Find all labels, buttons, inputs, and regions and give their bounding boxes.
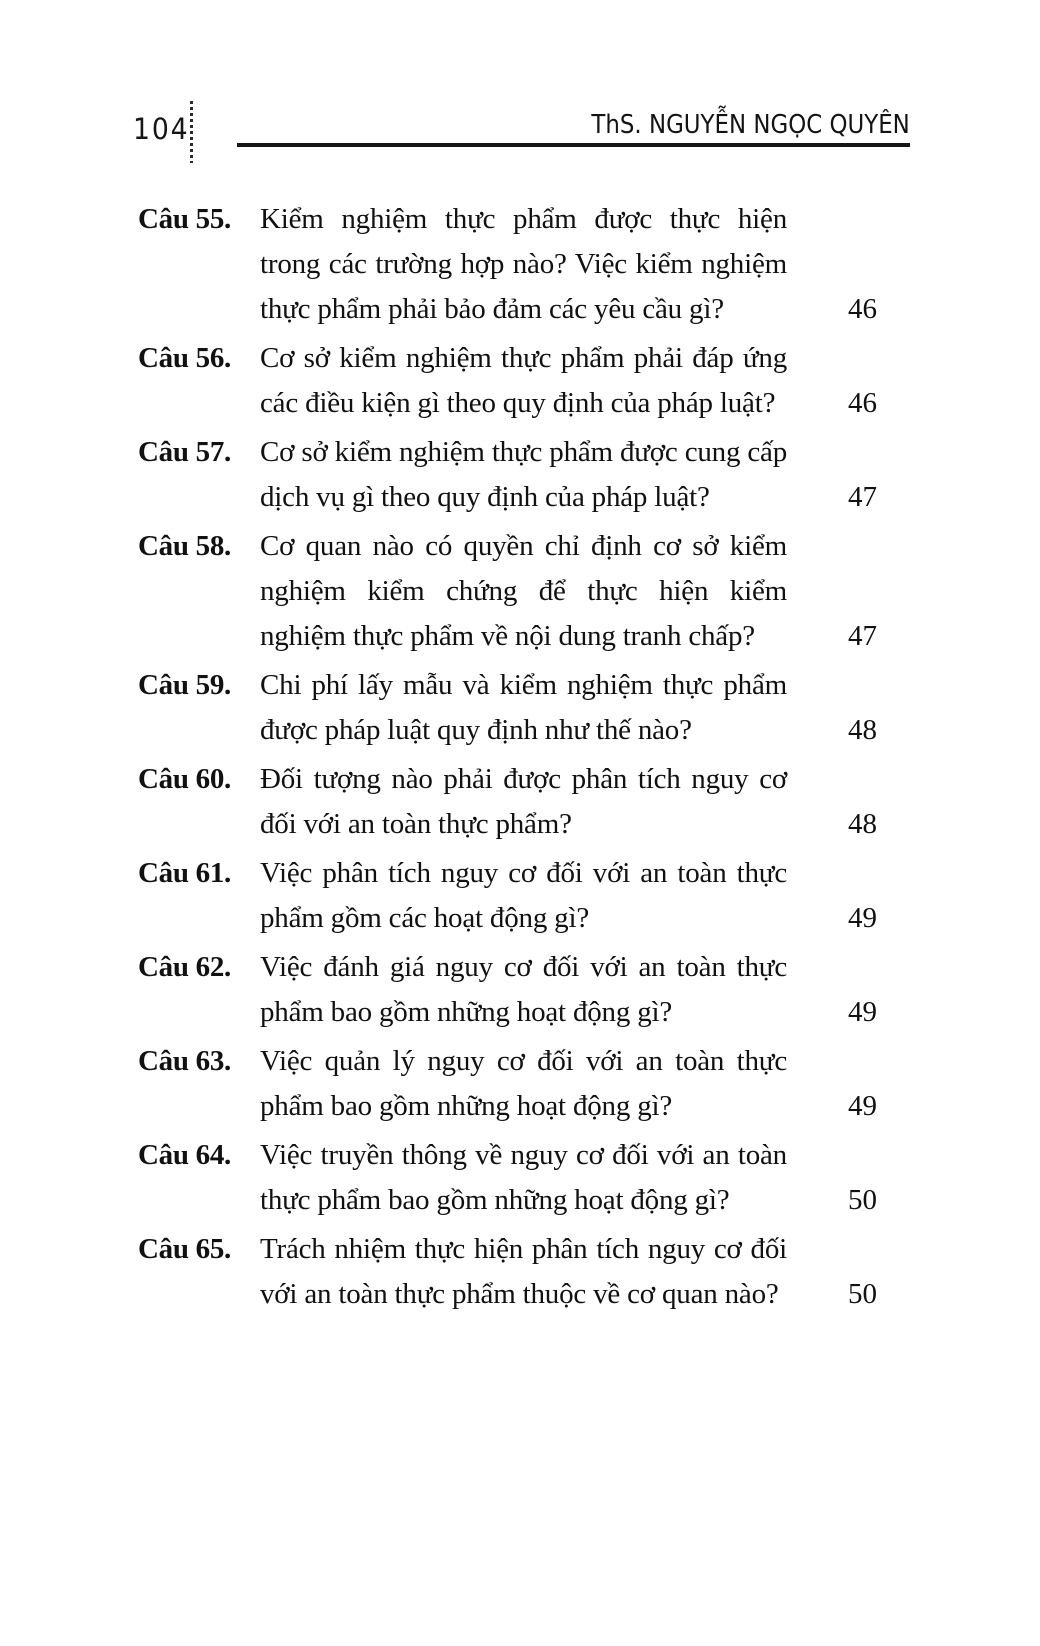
- toc-entry: [138, 945, 877, 1035]
- entry-page: 48: [848, 714, 877, 746]
- entry-label: Câu 55.: [138, 203, 231, 235]
- toc-entry: [138, 197, 877, 332]
- toc-entry: [138, 524, 877, 659]
- entry-label: Câu 58.: [138, 530, 231, 562]
- page-number: 104: [133, 112, 190, 146]
- toc-entry: [138, 757, 877, 847]
- toc-list: [138, 197, 877, 1321]
- entry-text: Đối tượng nào phải được phân tích nguy cơ đối với an toàn thực phẩm?: [260, 763, 787, 840]
- page-header: [0, 0, 1040, 197]
- header-chain-ornament: [190, 101, 193, 163]
- entry-page: 48: [848, 808, 877, 840]
- entry-label: Câu 57.: [138, 436, 231, 468]
- entry-label: Câu 56.: [138, 342, 231, 374]
- entry-label: Câu 60.: [138, 763, 231, 795]
- header-author: ThS. NGUYỄN NGỌC QUYÊN: [591, 110, 910, 140]
- entry-page: 47: [848, 620, 877, 652]
- entry-label: Câu 65.: [138, 1233, 231, 1265]
- toc-entry: [138, 430, 877, 520]
- entry-label: Câu 59.: [138, 669, 231, 701]
- entry-page: 50: [848, 1184, 877, 1216]
- entry-page: 49: [848, 996, 877, 1028]
- entry-page: 49: [848, 902, 877, 934]
- entry-text: Cơ sở kiểm nghiệm thực phẩm được cung cấp dịch vụ gì theo quy định của pháp luật?: [260, 436, 787, 513]
- toc-entry: [138, 663, 877, 753]
- entry-text: Cơ quan nào có quyền chỉ định cơ sở kiểm nghiệm kiểm chứng để thực hiện kiểm nghiệm thực phẩm về nội dung tranh chấp?: [260, 530, 787, 652]
- entry-text: Cơ sở kiểm nghiệm thực phẩm phải đáp ứng các điều kiện gì theo quy định của pháp luật?: [260, 342, 787, 419]
- entry-text: Việc đánh giá nguy cơ đối với an toàn thực phẩm bao gồm những hoạt động gì?: [260, 951, 787, 1028]
- toc-entry: [138, 851, 877, 941]
- entry-label: Câu 62.: [138, 951, 231, 983]
- entry-label: Câu 63.: [138, 1045, 231, 1077]
- entry-page: 49: [848, 1090, 877, 1122]
- entry-text: Trách nhiệm thực hiện phân tích nguy cơ đối với an toàn thực phẩm thuộc về cơ quan nào?: [260, 1233, 787, 1310]
- entry-page: 47: [848, 481, 877, 513]
- entry-text: Việc quản lý nguy cơ đối với an toàn thực phẩm bao gồm những hoạt động gì?: [260, 1045, 787, 1122]
- header-rule: [237, 143, 910, 147]
- toc-entry: [138, 336, 877, 426]
- entry-label: Câu 64.: [138, 1139, 231, 1171]
- entry-page: 46: [848, 293, 877, 325]
- entry-page: 46: [848, 387, 877, 419]
- entry-text: Kiểm nghiệm thực phẩm được thực hiện trong các trường hợp nào? Việc kiểm nghiệm thực phẩm phải bảo đảm các yêu cầu gì?: [260, 203, 787, 325]
- entry-text: Việc phân tích nguy cơ đối với an toàn thực phẩm gồm các hoạt động gì?: [260, 857, 787, 934]
- entry-page: 50: [848, 1278, 877, 1310]
- entry-label: Câu 61.: [138, 857, 231, 889]
- toc-entry: [138, 1133, 877, 1223]
- toc-entry: [138, 1227, 877, 1317]
- entry-text: Chi phí lấy mẫu và kiểm nghiệm thực phẩm được pháp luật quy định như thế nào?: [260, 669, 787, 746]
- toc-entry: [138, 1039, 877, 1129]
- entry-text: Việc truyền thông về nguy cơ đối với an toàn thực phẩm bao gồm những hoạt động gì?: [260, 1139, 787, 1216]
